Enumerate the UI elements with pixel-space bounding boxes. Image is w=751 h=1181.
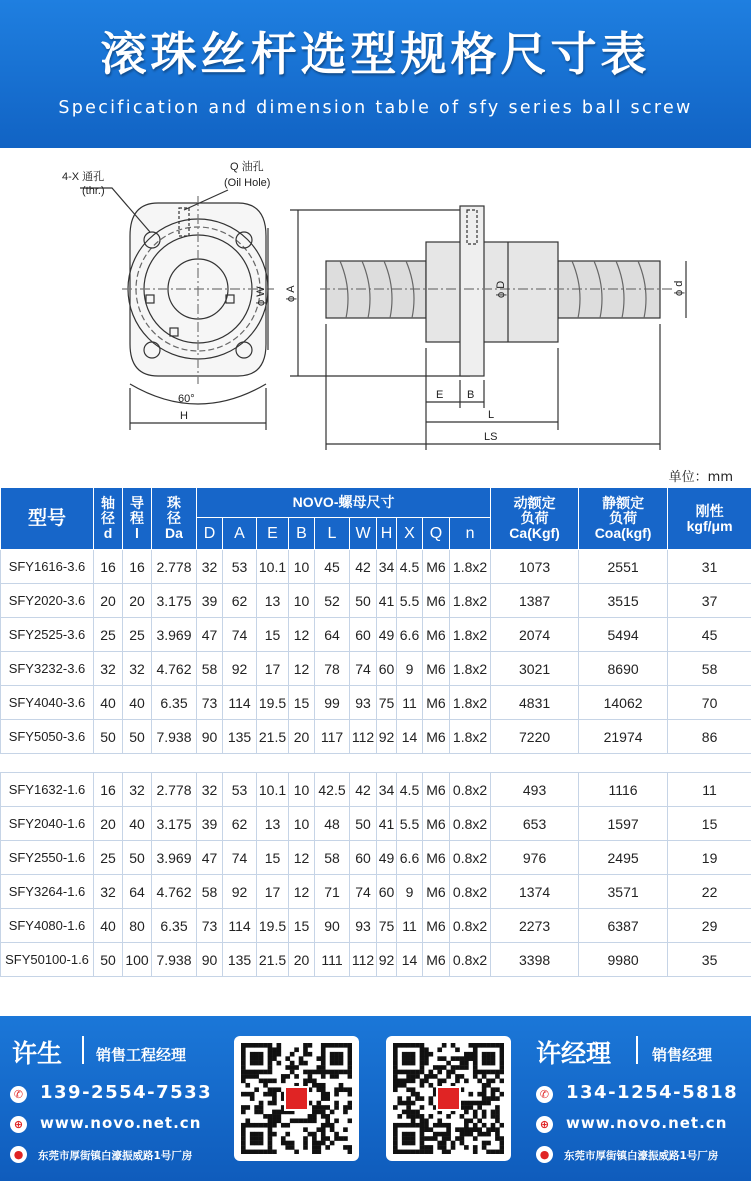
table-cell: 73 xyxy=(197,909,223,943)
table-cell: 10 xyxy=(289,773,315,807)
table-cell: M6 xyxy=(423,618,450,652)
table-cell: M6 xyxy=(423,652,450,686)
table-cell: 37 xyxy=(668,584,751,618)
table-cell: M6 xyxy=(423,584,450,618)
header-axis-diameter: 轴 径 d xyxy=(94,488,123,550)
table-cell: 34 xyxy=(377,550,397,584)
table-cell: 5494 xyxy=(579,618,668,652)
table-cell: 80 xyxy=(123,909,152,943)
table-cell: 7220 xyxy=(491,720,579,754)
table-row xyxy=(1,550,751,584)
table-cell: 14 xyxy=(397,943,423,977)
qr-code-right xyxy=(386,1036,511,1161)
table-cell: 1.8x2 xyxy=(450,652,491,686)
table-cell: 17 xyxy=(257,652,289,686)
table-cell: 64 xyxy=(123,875,152,909)
table-cell: 3.175 xyxy=(152,584,197,618)
contact-left-divider xyxy=(82,1036,84,1064)
table-cell: 1.8x2 xyxy=(450,686,491,720)
model-cell: SFY2550-1.6 xyxy=(1,841,94,875)
table-cell: 12 xyxy=(289,875,315,909)
table-cell: 1073 xyxy=(491,550,579,584)
table-cell: 12 xyxy=(289,841,315,875)
table-cell: 15 xyxy=(289,909,315,943)
table-cell: 2551 xyxy=(579,550,668,584)
table-cell: M6 xyxy=(423,550,450,584)
table-cell: 2074 xyxy=(491,618,579,652)
contact-left-phone[interactable]: 139-2554-7533 xyxy=(40,1082,213,1103)
table-cell: 49 xyxy=(377,841,397,875)
table-cell: 52 xyxy=(315,584,350,618)
table-cell: 2273 xyxy=(491,909,579,943)
table-cell: 99 xyxy=(315,686,350,720)
header-nut-d: D xyxy=(197,518,223,550)
table-cell: 92 xyxy=(377,943,397,977)
table-cell: 60 xyxy=(377,875,397,909)
contact-right-address: 东莞市厚街镇白濠振威路1号厂房 xyxy=(564,1150,719,1162)
table-row xyxy=(1,618,751,652)
page-title: 滚珠丝杆选型规格尺寸表 xyxy=(100,27,651,81)
table-cell: M6 xyxy=(423,720,450,754)
table-row xyxy=(1,584,751,618)
table-group-spacer xyxy=(1,754,751,773)
phone-icon: ✆ xyxy=(536,1086,553,1103)
page-subtitle: Specification and dimension table of sfy series ball screw xyxy=(58,98,693,118)
table-cell: 0.8x2 xyxy=(450,773,491,807)
table-cell: 50 xyxy=(123,720,152,754)
table-cell: 74 xyxy=(223,841,257,875)
table-cell: 64 xyxy=(315,618,350,652)
table-row xyxy=(1,841,751,875)
drawing-label-angle: 60° xyxy=(178,393,195,405)
table-cell: 20 xyxy=(123,584,152,618)
table-cell: 9 xyxy=(397,875,423,909)
contact-right-role: 销售经理 xyxy=(652,1046,713,1064)
table-cell: 13 xyxy=(257,807,289,841)
table-cell: 53 xyxy=(223,550,257,584)
table-cell: 3398 xyxy=(491,943,579,977)
globe-icon: ⊕ xyxy=(536,1116,553,1133)
table-cell: M6 xyxy=(423,909,450,943)
header-lead: 导 程 l xyxy=(123,488,152,550)
table-cell: 62 xyxy=(223,584,257,618)
table-cell: 74 xyxy=(350,652,377,686)
table-row xyxy=(1,875,751,909)
table-cell: 100 xyxy=(123,943,152,977)
table-cell: 5.5 xyxy=(397,584,423,618)
table-cell: 90 xyxy=(197,720,223,754)
table-cell: 3.969 xyxy=(152,841,197,875)
model-cell: SFY3232-3.6 xyxy=(1,652,94,686)
model-cell: SFY2020-3.6 xyxy=(1,584,94,618)
header-nut-h: H xyxy=(377,518,397,550)
table-cell: 7.938 xyxy=(152,943,197,977)
table-cell: 111 xyxy=(315,943,350,977)
table-cell: 41 xyxy=(377,807,397,841)
table-cell: 35 xyxy=(668,943,751,977)
phone-icon: ✆ xyxy=(10,1086,27,1103)
table-cell: 20 xyxy=(94,584,123,618)
header-nut-b: B xyxy=(289,518,315,550)
table-cell: 1.8x2 xyxy=(450,584,491,618)
table-cell: 21974 xyxy=(579,720,668,754)
table-cell: 4.762 xyxy=(152,875,197,909)
table-cell: 653 xyxy=(491,807,579,841)
table-cell: 22 xyxy=(668,875,751,909)
table-cell: 93 xyxy=(350,686,377,720)
table-cell: 90 xyxy=(197,943,223,977)
table-cell: 6.6 xyxy=(397,618,423,652)
table-cell: 3.969 xyxy=(152,618,197,652)
table-cell: 41 xyxy=(377,584,397,618)
model-cell: SFY50100-1.6 xyxy=(1,943,94,977)
table-cell: 17 xyxy=(257,875,289,909)
model-cell: SFY3264-1.6 xyxy=(1,875,94,909)
table-cell: 40 xyxy=(94,686,123,720)
table-cell: 135 xyxy=(223,943,257,977)
drawing-label-holes-en: (thr.) xyxy=(82,185,105,197)
qr-logo-icon xyxy=(285,1087,308,1110)
contact-right-website[interactable]: www.novo.net.cn xyxy=(566,1114,728,1132)
drawing-label-oil-en: (Oil Hole) xyxy=(224,177,271,189)
model-cell: SFY2040-1.6 xyxy=(1,807,94,841)
header-dynamic-load: 动额定 负荷 Ca(Kgf) xyxy=(491,488,579,550)
table-cell: 21.5 xyxy=(257,943,289,977)
table-cell: 12 xyxy=(289,618,315,652)
table-cell: 0.8x2 xyxy=(450,875,491,909)
table-cell: 16 xyxy=(94,550,123,584)
header-nut-w: W xyxy=(350,518,377,550)
model-cell: SFY4040-3.6 xyxy=(1,686,94,720)
table-cell: 74 xyxy=(223,618,257,652)
table-cell: 73 xyxy=(197,686,223,720)
table-cell: 34 xyxy=(377,773,397,807)
table-cell: 0.8x2 xyxy=(450,909,491,943)
table-cell: 21.5 xyxy=(257,720,289,754)
table-cell: 92 xyxy=(223,875,257,909)
table-cell: 58 xyxy=(668,652,751,686)
table-row xyxy=(1,807,751,841)
table-cell: 47 xyxy=(197,841,223,875)
drawing-label-ls: LS xyxy=(484,431,498,443)
table-cell: 42 xyxy=(350,550,377,584)
table-cell: 13 xyxy=(257,584,289,618)
table-cell: M6 xyxy=(423,841,450,875)
header-nut-x: X xyxy=(397,518,423,550)
table-cell: 2.778 xyxy=(152,773,197,807)
table-cell: 3571 xyxy=(579,875,668,909)
table-cell: 39 xyxy=(197,807,223,841)
contact-left-website[interactable]: www.novo.net.cn xyxy=(40,1114,202,1132)
table-cell: 58 xyxy=(315,841,350,875)
table-cell: 50 xyxy=(94,720,123,754)
table-cell: 32 xyxy=(197,550,223,584)
location-pin-icon: ● xyxy=(536,1146,553,1163)
table-cell: 15 xyxy=(289,686,315,720)
table-cell: 50 xyxy=(94,943,123,977)
table-cell: 50 xyxy=(350,807,377,841)
table-cell: M6 xyxy=(423,875,450,909)
table-cell: 40 xyxy=(94,909,123,943)
table-cell: 6.35 xyxy=(152,686,197,720)
header-nut-l: L xyxy=(315,518,350,550)
header-model: 型号 xyxy=(1,488,94,550)
spacer-cell xyxy=(1,754,751,773)
table-cell: 45 xyxy=(668,618,751,652)
table-cell: 19.5 xyxy=(257,686,289,720)
table-cell: 50 xyxy=(123,841,152,875)
table-cell: 15 xyxy=(257,841,289,875)
table-cell: 976 xyxy=(491,841,579,875)
drawing-label-l: L xyxy=(488,409,495,421)
table-cell: 45 xyxy=(315,550,350,584)
table-cell: 112 xyxy=(350,720,377,754)
table-cell: 6387 xyxy=(579,909,668,943)
table-cell: 8690 xyxy=(579,652,668,686)
model-cell: SFY4080-1.6 xyxy=(1,909,94,943)
table-cell: 1597 xyxy=(579,807,668,841)
drawing-label-h: H xyxy=(180,410,188,422)
table-cell: 4.5 xyxy=(397,550,423,584)
table-cell: 12 xyxy=(289,652,315,686)
table-cell: 42.5 xyxy=(315,773,350,807)
table-cell: 10.1 xyxy=(257,773,289,807)
table-cell: 32 xyxy=(94,652,123,686)
table-cell: 6.6 xyxy=(397,841,423,875)
technical-drawing xyxy=(0,148,751,473)
table-cell: 40 xyxy=(123,807,152,841)
table-cell: 117 xyxy=(315,720,350,754)
table-cell: 10 xyxy=(289,807,315,841)
drawing-label-d-small: ϕ d xyxy=(673,280,685,296)
table-cell: M6 xyxy=(423,807,450,841)
header-banner xyxy=(0,0,751,148)
contact-left-role: 销售工程经理 xyxy=(96,1046,187,1064)
table-cell: 90 xyxy=(315,909,350,943)
table-cell: 75 xyxy=(377,686,397,720)
drawing-label-b: B xyxy=(467,389,475,401)
table-cell: 10 xyxy=(289,584,315,618)
table-cell: 11 xyxy=(668,773,751,807)
table-cell: 32 xyxy=(123,773,152,807)
table-cell: M6 xyxy=(423,686,450,720)
table-cell: 9 xyxy=(397,652,423,686)
table-cell: 25 xyxy=(94,618,123,652)
table-cell: 10.1 xyxy=(257,550,289,584)
drawing-label-w: ϕ W xyxy=(255,286,267,306)
table-cell: 5.5 xyxy=(397,807,423,841)
table-cell: 48 xyxy=(315,807,350,841)
drawing-label-d-large: ϕ D xyxy=(495,280,507,298)
contact-left-name: 许生 xyxy=(12,1039,63,1068)
spec-table xyxy=(0,487,751,977)
table-cell: 135 xyxy=(223,720,257,754)
table-row xyxy=(1,720,751,754)
contact-right-phone[interactable]: 134-1254-5818 xyxy=(566,1082,739,1103)
table-cell: 60 xyxy=(350,841,377,875)
drawing-label-a: ϕ A xyxy=(285,285,297,302)
table-cell: 25 xyxy=(123,618,152,652)
table-cell: 78 xyxy=(315,652,350,686)
table-cell: 74 xyxy=(350,875,377,909)
drawing-label-holes: 4-X 通孔 xyxy=(62,171,105,183)
qr-code-left xyxy=(234,1036,359,1161)
header-nut-a: A xyxy=(223,518,257,550)
table-cell: 58 xyxy=(197,875,223,909)
table-cell: M6 xyxy=(423,773,450,807)
model-cell: SFY2525-3.6 xyxy=(1,618,94,652)
table-cell: 1374 xyxy=(491,875,579,909)
location-pin-icon: ● xyxy=(10,1146,27,1163)
table-cell: 2.778 xyxy=(152,550,197,584)
table-cell: 4831 xyxy=(491,686,579,720)
contact-left-address: 东莞市厚街镇白濠振威路1号厂房 xyxy=(38,1150,193,1162)
header-static-load: 静额定 负荷 Coa(kgf) xyxy=(579,488,668,550)
table-cell: 9980 xyxy=(579,943,668,977)
table-cell: 0.8x2 xyxy=(450,943,491,977)
table-cell: 3515 xyxy=(579,584,668,618)
table-cell: 49 xyxy=(377,618,397,652)
table-row xyxy=(1,773,751,807)
table-cell: 4.762 xyxy=(152,652,197,686)
table-cell: 53 xyxy=(223,773,257,807)
table-cell: 20 xyxy=(289,720,315,754)
model-cell: SFY1632-1.6 xyxy=(1,773,94,807)
table-cell: 20 xyxy=(289,943,315,977)
table-cell: 15 xyxy=(668,807,751,841)
table-cell: 6.35 xyxy=(152,909,197,943)
table-cell: 14062 xyxy=(579,686,668,720)
table-cell: 32 xyxy=(197,773,223,807)
table-row xyxy=(1,686,751,720)
table-cell: 1116 xyxy=(579,773,668,807)
table-cell: 58 xyxy=(197,652,223,686)
table-cell: 3021 xyxy=(491,652,579,686)
table-cell: 114 xyxy=(223,909,257,943)
unit-label: 单位：mm xyxy=(668,470,733,485)
table-cell: 86 xyxy=(668,720,751,754)
table-cell: 60 xyxy=(377,652,397,686)
table-cell: 32 xyxy=(123,652,152,686)
table-cell: 29 xyxy=(668,909,751,943)
table-cell: 60 xyxy=(350,618,377,652)
table-cell: 92 xyxy=(223,652,257,686)
table-cell: 0.8x2 xyxy=(450,807,491,841)
table-cell: 32 xyxy=(94,875,123,909)
table-cell: 16 xyxy=(94,773,123,807)
table-row xyxy=(1,652,751,686)
table-cell: 75 xyxy=(377,909,397,943)
table-row xyxy=(1,909,751,943)
globe-icon: ⊕ xyxy=(10,1116,27,1133)
contact-right-divider xyxy=(636,1036,638,1064)
table-cell: 39 xyxy=(197,584,223,618)
header-nut-e: E xyxy=(257,518,289,550)
model-cell: SFY1616-3.6 xyxy=(1,550,94,584)
table-cell: 70 xyxy=(668,686,751,720)
table-cell: 4.5 xyxy=(397,773,423,807)
table-cell: 19 xyxy=(668,841,751,875)
table-cell: 7.938 xyxy=(152,720,197,754)
header-nut-q: Q xyxy=(423,518,450,550)
drawing-label-oil: Q 油孔 xyxy=(230,161,264,173)
header-ball-diameter: 珠 径 Da xyxy=(152,488,197,550)
model-cell: SFY5050-3.6 xyxy=(1,720,94,754)
table-cell: 31 xyxy=(668,550,751,584)
table-cell: 20 xyxy=(94,807,123,841)
table-cell: 71 xyxy=(315,875,350,909)
table-cell: M6 xyxy=(423,943,450,977)
contact-right-name: 许经理 xyxy=(536,1039,612,1068)
table-cell: 62 xyxy=(223,807,257,841)
header-nut-n: n xyxy=(450,518,491,550)
drawing-label-e: E xyxy=(436,389,444,401)
contact-footer xyxy=(0,1016,751,1181)
table-cell: 3.175 xyxy=(152,807,197,841)
header-rigidity: 刚性 kgf/μm xyxy=(668,488,751,550)
table-cell: 112 xyxy=(350,943,377,977)
table-cell: 14 xyxy=(397,720,423,754)
qr-logo-icon xyxy=(437,1087,460,1110)
table-cell: 114 xyxy=(223,686,257,720)
table-cell: 11 xyxy=(397,909,423,943)
table-cell: 1387 xyxy=(491,584,579,618)
header-nut-dimensions: NOVO-螺母尺寸 xyxy=(197,488,491,518)
table-cell: 493 xyxy=(491,773,579,807)
table-cell: 50 xyxy=(350,584,377,618)
table-cell: 1.8x2 xyxy=(450,618,491,652)
table-cell: 16 xyxy=(123,550,152,584)
table-cell: 10 xyxy=(289,550,315,584)
table-cell: 1.8x2 xyxy=(450,720,491,754)
table-cell: 92 xyxy=(377,720,397,754)
table-cell: 1.8x2 xyxy=(450,550,491,584)
table-cell: 40 xyxy=(123,686,152,720)
table-cell: 15 xyxy=(257,618,289,652)
table-cell: 93 xyxy=(350,909,377,943)
table-cell: 25 xyxy=(94,841,123,875)
table-cell: 11 xyxy=(397,686,423,720)
table-cell: 42 xyxy=(350,773,377,807)
table-cell: 19.5 xyxy=(257,909,289,943)
table-cell: 2495 xyxy=(579,841,668,875)
table-row xyxy=(1,943,751,977)
table-cell: 0.8x2 xyxy=(450,841,491,875)
table-cell: 47 xyxy=(197,618,223,652)
